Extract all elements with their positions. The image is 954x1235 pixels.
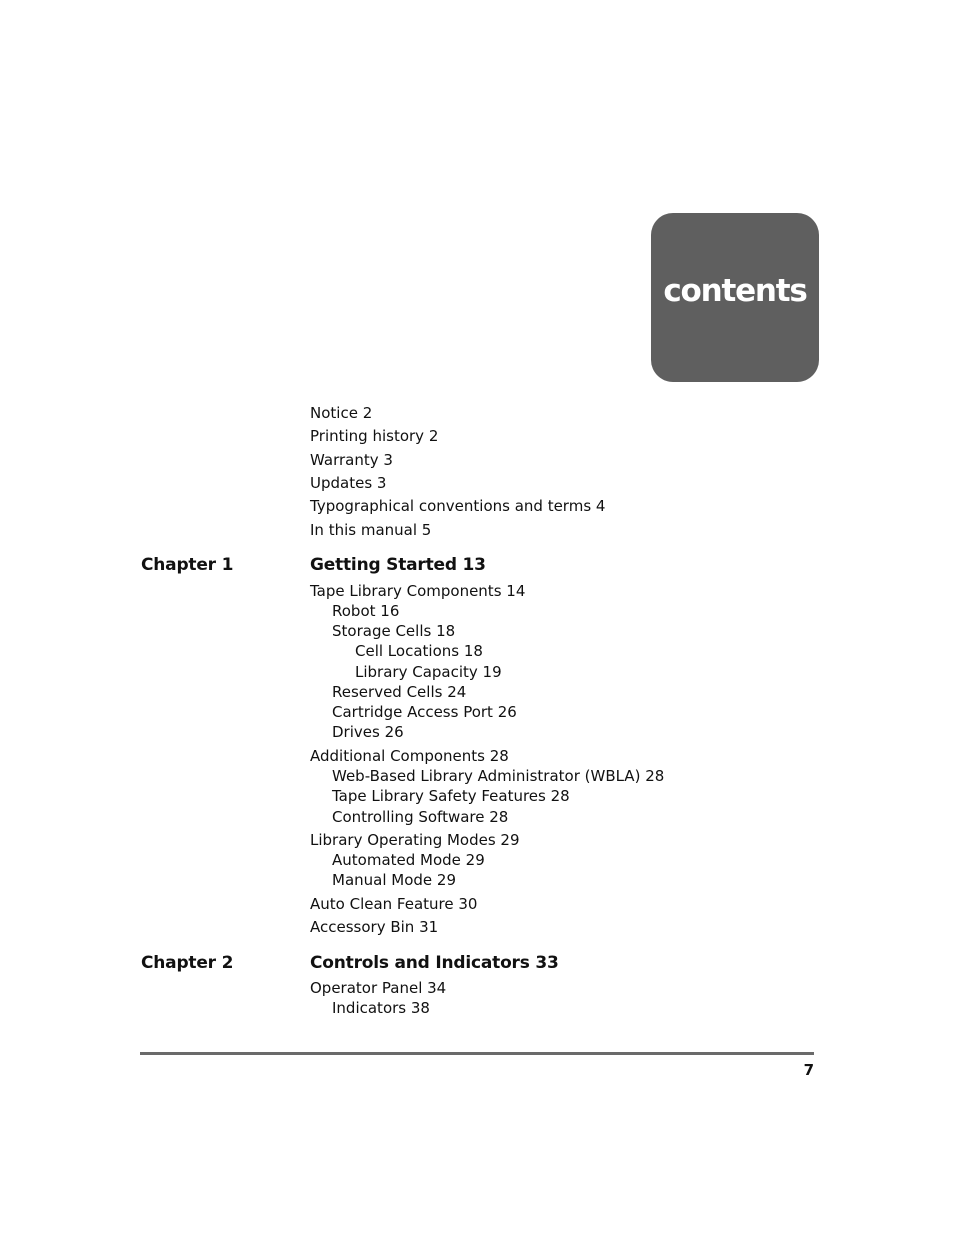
toc-entry-indicators[interactable]: Indicators 38 (332, 999, 430, 1017)
toc-entry-drives[interactable]: Drives 26 (332, 723, 404, 741)
chapter-label: Chapter 2 (141, 953, 234, 973)
toc-entry-notice[interactable]: Notice 2 (310, 404, 373, 422)
toc-entry-controlling-software[interactable]: Controlling Software 28 (332, 808, 509, 826)
toc-entry-wbla[interactable]: Web-Based Library Administrator (WBLA) 28 (332, 767, 665, 785)
toc-entry-reserved-cells[interactable]: Reserved Cells 24 (332, 683, 467, 701)
toc-entry-storage-cells[interactable]: Storage Cells 18 (332, 622, 456, 640)
footer-rule (140, 1052, 814, 1055)
chapter-title[interactable]: Controls and Indicators 33 (310, 953, 559, 973)
chapter-title[interactable]: Getting Started 13 (310, 555, 486, 575)
page-number: 7 (803, 1061, 814, 1079)
chapter-label: Chapter 1 (141, 555, 234, 575)
toc-entry-library-operating-modes[interactable]: Library Operating Modes 29 (310, 831, 520, 849)
contents-tab (651, 213, 819, 382)
toc-entry-in-this-manual[interactable]: In this manual 5 (310, 521, 432, 539)
toc-entry-tape-library-components[interactable]: Tape Library Components 14 (310, 582, 526, 600)
toc-entry-accessory-bin[interactable]: Accessory Bin 31 (310, 918, 439, 936)
toc-entry-additional-components[interactable]: Additional Components 28 (310, 747, 509, 765)
toc-entry-printing-history[interactable]: Printing history 2 (310, 427, 439, 445)
toc-entry-library-capacity[interactable]: Library Capacity 19 (355, 663, 502, 681)
toc-entry-cartridge-access-port[interactable]: Cartridge Access Port 26 (332, 703, 517, 721)
toc-entry-safety-features[interactable]: Tape Library Safety Features 28 (332, 787, 570, 805)
toc-entry-cell-locations[interactable]: Cell Locations 18 (355, 642, 483, 660)
toc-entry-operator-panel[interactable]: Operator Panel 34 (310, 979, 447, 997)
toc-entry-automated-mode[interactable]: Automated Mode 29 (332, 851, 485, 869)
contents-title: contents (663, 273, 807, 309)
toc-entry-robot[interactable]: Robot 16 (332, 602, 400, 620)
toc-entry-warranty[interactable]: Warranty 3 (310, 451, 393, 469)
toc-entry-auto-clean-feature[interactable]: Auto Clean Feature 30 (310, 895, 478, 913)
toc-entry-manual-mode[interactable]: Manual Mode 29 (332, 871, 456, 889)
toc-entry-updates[interactable]: Updates 3 (310, 474, 387, 492)
toc-entry-typographical-conventions[interactable]: Typographical conventions and terms 4 (310, 497, 606, 515)
